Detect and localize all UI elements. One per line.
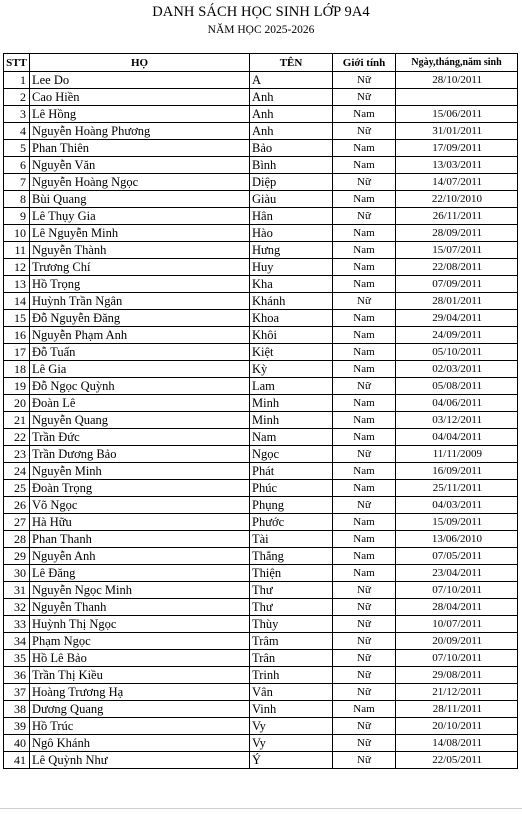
cell-ngay-sinh[interactable]: 28/01/2011 [396, 293, 518, 310]
cell-ho[interactable]: Lê Quỳnh Như [30, 752, 250, 769]
cell-gioi-tinh[interactable]: Nam [333, 327, 396, 344]
cell-ngay-sinh[interactable]: 22/08/2011 [396, 259, 518, 276]
cell-ten[interactable]: Nam [250, 429, 333, 446]
cell-ho[interactable]: Đoàn Lê [30, 395, 250, 412]
cell-ngay-sinh[interactable]: 05/10/2011 [396, 344, 518, 361]
cell-ngay-sinh[interactable]: 26/11/2011 [396, 208, 518, 225]
table-row [4, 735, 518, 752]
header-stt[interactable]: STT [4, 54, 30, 72]
cell-gioi-tinh[interactable]: Nữ [333, 378, 396, 395]
table-row [4, 225, 518, 242]
cell-ten[interactable]: Thiện [250, 565, 333, 582]
table-row [4, 480, 518, 497]
table-row [4, 752, 518, 769]
cell-stt[interactable]: 9 [4, 208, 30, 225]
cell-ho[interactable]: Trần Dương Bảo [30, 446, 250, 463]
cell-ten[interactable]: Phụng [250, 497, 333, 514]
table-row [4, 259, 518, 276]
cell-gioi-tinh[interactable]: Nam [333, 191, 396, 208]
cell-ten[interactable]: Lam [250, 378, 333, 395]
cell-ngay-sinh[interactable]: 07/09/2011 [396, 276, 518, 293]
cell-ho[interactable]: Hồ Trọng [30, 276, 250, 293]
cell-ten[interactable]: Phúc [250, 480, 333, 497]
cell-gioi-tinh[interactable]: Nữ [333, 684, 396, 701]
table-row [4, 276, 518, 293]
cell-ngay-sinh[interactable]: 07/10/2011 [396, 650, 518, 667]
cell-stt[interactable]: 17 [4, 344, 30, 361]
cell-stt[interactable]: 15 [4, 310, 30, 327]
cell-ho[interactable]: Trần Đức [30, 429, 250, 446]
header-ngay-sinh[interactable]: Ngày,tháng,năm sinh [396, 54, 518, 72]
cell-ho[interactable]: Huỳnh Thị Ngọc [30, 616, 250, 633]
cell-ngay-sinh[interactable]: 28/11/2011 [396, 701, 518, 718]
table-row [4, 582, 518, 599]
cell-ho[interactable]: Nguyễn Hoàng Phương [30, 123, 250, 140]
cell-stt[interactable]: 21 [4, 412, 30, 429]
table-row [4, 123, 518, 140]
cell-ngay-sinh[interactable] [396, 89, 518, 106]
cell-stt[interactable]: 30 [4, 565, 30, 582]
cell-gioi-tinh[interactable]: Nữ [333, 599, 396, 616]
cell-gioi-tinh[interactable]: Nữ [333, 650, 396, 667]
table-row [4, 514, 518, 531]
cell-ngay-sinh[interactable]: 15/07/2011 [396, 242, 518, 259]
cell-stt[interactable]: 1 [4, 72, 30, 89]
cell-stt[interactable]: 28 [4, 531, 30, 548]
cell-ten[interactable]: A [250, 72, 333, 89]
table-row [4, 378, 518, 395]
cell-ten[interactable]: Phát [250, 463, 333, 480]
cell-stt[interactable]: 35 [4, 650, 30, 667]
cell-ngay-sinh[interactable]: 03/12/2011 [396, 412, 518, 429]
cell-gioi-tinh[interactable]: Nam [333, 157, 396, 174]
cell-ten[interactable]: Minh [250, 412, 333, 429]
cell-ten[interactable]: Khôi [250, 327, 333, 344]
cell-ten[interactable]: Kha [250, 276, 333, 293]
header-ten[interactable]: TÊN [250, 54, 333, 72]
cell-stt[interactable]: 10 [4, 225, 30, 242]
cell-ten[interactable]: Vy [250, 735, 333, 752]
table-row [4, 565, 518, 582]
cell-gioi-tinh[interactable]: Nam [333, 463, 396, 480]
cell-ho[interactable]: Lee Do [30, 72, 250, 89]
table-row [4, 344, 518, 361]
cell-ho[interactable]: Trần Thị Kiều [30, 667, 250, 684]
cell-stt[interactable]: 4 [4, 123, 30, 140]
cell-ngay-sinh[interactable]: 05/08/2011 [396, 378, 518, 395]
cell-ngay-sinh[interactable]: 15/06/2011 [396, 106, 518, 123]
cell-stt[interactable]: 29 [4, 548, 30, 565]
cell-ho[interactable]: Nguyễn Ngọc Minh [30, 582, 250, 599]
cell-ten[interactable]: Bình [250, 157, 333, 174]
student-table [3, 53, 518, 769]
cell-ten[interactable]: Thùy [250, 616, 333, 633]
cell-ten[interactable]: Hưng [250, 242, 333, 259]
cell-ho[interactable]: Đỗ Ngọc Quỳnh [30, 378, 250, 395]
cell-stt[interactable]: 14 [4, 293, 30, 310]
cell-ngay-sinh[interactable]: 13/06/2010 [396, 531, 518, 548]
cell-stt[interactable]: 26 [4, 497, 30, 514]
table-row [4, 701, 518, 718]
cell-gioi-tinh[interactable]: Nam [333, 242, 396, 259]
cell-gioi-tinh[interactable]: Nữ [333, 123, 396, 140]
cell-stt[interactable]: 11 [4, 242, 30, 259]
table-row [4, 616, 518, 633]
cell-ho[interactable]: Trương Chí [30, 259, 250, 276]
table-row [4, 106, 518, 123]
table-body [4, 72, 518, 769]
cell-ten[interactable]: Diệp [250, 174, 333, 191]
cell-stt[interactable]: 32 [4, 599, 30, 616]
cell-gioi-tinh[interactable]: Nam [333, 395, 396, 412]
cell-ngay-sinh[interactable]: 02/03/2011 [396, 361, 518, 378]
header-gioi-tinh[interactable]: Giới tính [333, 54, 396, 72]
cell-ten[interactable]: Tài [250, 531, 333, 548]
cell-ten[interactable]: Giàu [250, 191, 333, 208]
cell-ten[interactable]: Vân [250, 684, 333, 701]
cell-ngay-sinh[interactable]: 24/09/2011 [396, 327, 518, 344]
table-row [4, 72, 518, 89]
cell-ho[interactable]: Lê Gia [30, 361, 250, 378]
cell-ho[interactable]: Nguyễn Anh [30, 548, 250, 565]
cell-ho[interactable]: Nguyễn Văn [30, 157, 250, 174]
cell-stt[interactable]: 40 [4, 735, 30, 752]
cell-ngay-sinh[interactable]: 13/03/2011 [396, 157, 518, 174]
table-row [4, 463, 518, 480]
cell-ngay-sinh[interactable]: 28/04/2011 [396, 599, 518, 616]
cell-ngay-sinh[interactable]: 29/08/2011 [396, 667, 518, 684]
cell-ten[interactable]: Anh [250, 106, 333, 123]
table-row [4, 174, 518, 191]
cell-ho[interactable]: Ngô Khánh [30, 735, 250, 752]
cell-ho[interactable]: Hoàng Trương Hạ [30, 684, 250, 701]
cell-gioi-tinh[interactable]: Nam [333, 140, 396, 157]
cell-stt[interactable]: 24 [4, 463, 30, 480]
cell-stt[interactable]: 19 [4, 378, 30, 395]
cell-stt[interactable]: 33 [4, 616, 30, 633]
cell-stt[interactable]: 23 [4, 446, 30, 463]
cell-stt[interactable]: 5 [4, 140, 30, 157]
cell-ten[interactable]: Minh [250, 395, 333, 412]
cell-stt[interactable]: 31 [4, 582, 30, 599]
cell-stt[interactable]: 12 [4, 259, 30, 276]
cell-ho[interactable]: Bùi Quang [30, 191, 250, 208]
cell-stt[interactable]: 25 [4, 480, 30, 497]
table-row [4, 429, 518, 446]
table-row [4, 361, 518, 378]
cell-ngay-sinh[interactable]: 23/04/2011 [396, 565, 518, 582]
header-ho[interactable]: HỌ [30, 54, 250, 72]
cell-stt[interactable]: 3 [4, 106, 30, 123]
cell-stt[interactable]: 22 [4, 429, 30, 446]
cell-stt[interactable]: 18 [4, 361, 30, 378]
cell-ten[interactable]: Thư [250, 582, 333, 599]
cell-gioi-tinh[interactable]: Nam [333, 429, 396, 446]
cell-ho[interactable]: Hồ Trúc [30, 718, 250, 735]
cell-stt[interactable]: 6 [4, 157, 30, 174]
cell-ngay-sinh[interactable]: 11/11/2009 [396, 446, 518, 463]
cell-gioi-tinh[interactable]: Nam [333, 310, 396, 327]
cell-ho[interactable]: Phan Thanh [30, 531, 250, 548]
cell-ngay-sinh[interactable]: 17/09/2011 [396, 140, 518, 157]
cell-stt[interactable]: 13 [4, 276, 30, 293]
table-row [4, 548, 518, 565]
cell-ngay-sinh[interactable]: 31/01/2011 [396, 123, 518, 140]
cell-ten[interactable]: Ý [250, 752, 333, 769]
cell-ten[interactable]: Trân [250, 650, 333, 667]
document-title: DANH SÁCH HỌC SINH LỚP 9A4 [152, 4, 370, 20]
table-row [4, 446, 518, 463]
cell-ho[interactable]: Lê Hồng [30, 106, 250, 123]
cell-stt[interactable]: 41 [4, 752, 30, 769]
cell-stt[interactable]: 27 [4, 514, 30, 531]
cell-ngay-sinh[interactable]: 21/12/2011 [396, 684, 518, 701]
cell-ten[interactable]: Vinh [250, 701, 333, 718]
cell-ten[interactable]: Thư [250, 599, 333, 616]
cell-ho[interactable]: Đỗ Nguyễn Đăng [30, 310, 250, 327]
cell-stt[interactable]: 2 [4, 89, 30, 106]
document-subtitle: NĂM HỌC 2025-2026 [207, 24, 315, 36]
cell-ngay-sinh[interactable]: 15/09/2011 [396, 514, 518, 531]
table-row [4, 531, 518, 548]
cell-gioi-tinh[interactable]: Nam [333, 361, 396, 378]
cell-ho[interactable]: Nguyễn Quang [30, 412, 250, 429]
cell-gioi-tinh[interactable]: Nam [333, 225, 396, 242]
cell-gioi-tinh[interactable]: Nam [333, 412, 396, 429]
table-row [4, 599, 518, 616]
table-row [4, 667, 518, 684]
cell-gioi-tinh[interactable]: Nữ [333, 446, 396, 463]
table-row [4, 497, 518, 514]
cell-ten[interactable]: Huy [250, 259, 333, 276]
cell-ten[interactable]: Khánh [250, 293, 333, 310]
cell-ngay-sinh[interactable]: 22/10/2010 [396, 191, 518, 208]
cell-ten[interactable]: Thắng [250, 548, 333, 565]
cell-ten[interactable]: Trâm [250, 633, 333, 650]
cell-ten[interactable]: Vy [250, 718, 333, 735]
cell-ho[interactable]: Hồ Lê Bảo [30, 650, 250, 667]
cell-gioi-tinh[interactable]: Nam [333, 276, 396, 293]
cell-ngay-sinh[interactable]: 20/09/2011 [396, 633, 518, 650]
cell-ho[interactable]: Dương Quang [30, 701, 250, 718]
cell-gioi-tinh[interactable]: Nữ [333, 718, 396, 735]
cell-gioi-tinh[interactable]: Nữ [333, 735, 396, 752]
cell-gioi-tinh[interactable]: Nữ [333, 582, 396, 599]
cell-stt[interactable]: 38 [4, 701, 30, 718]
cell-ho[interactable]: Phan Thiên [30, 140, 250, 157]
cell-gioi-tinh[interactable]: Nữ [333, 293, 396, 310]
cell-ho[interactable]: Võ Ngọc [30, 497, 250, 514]
cell-gioi-tinh[interactable]: Nữ [333, 89, 396, 106]
cell-stt[interactable]: 20 [4, 395, 30, 412]
table-row [4, 89, 518, 106]
cell-stt[interactable]: 36 [4, 667, 30, 684]
cell-gioi-tinh[interactable]: Nữ [333, 72, 396, 89]
cell-ho[interactable]: Hà Hữu [30, 514, 250, 531]
table-row [4, 140, 518, 157]
table-row [4, 395, 518, 412]
cell-ngay-sinh[interactable]: 14/07/2011 [396, 174, 518, 191]
table-row [4, 293, 518, 310]
cell-gioi-tinh[interactable]: Nữ [333, 633, 396, 650]
cell-ten[interactable]: Kiệt [250, 344, 333, 361]
cell-ten[interactable]: Phước [250, 514, 333, 531]
cell-ho[interactable]: Nguyễn Phạm Anh [30, 327, 250, 344]
cell-ten[interactable]: Trinh [250, 667, 333, 684]
table-row [4, 633, 518, 650]
cell-ngay-sinh[interactable]: 04/04/2011 [396, 429, 518, 446]
cell-ngay-sinh[interactable]: 16/09/2011 [396, 463, 518, 480]
cell-ngay-sinh[interactable]: 14/08/2011 [396, 735, 518, 752]
cell-stt[interactable]: 34 [4, 633, 30, 650]
cell-ngay-sinh[interactable]: 20/10/2011 [396, 718, 518, 735]
cell-ho[interactable]: Phạm Ngọc [30, 633, 250, 650]
cell-gioi-tinh[interactable]: Nữ [333, 752, 396, 769]
cell-ten[interactable]: Hào [250, 225, 333, 242]
cell-ho[interactable]: Đỗ Tuấn [30, 344, 250, 361]
table-row [4, 310, 518, 327]
cell-stt[interactable]: 8 [4, 191, 30, 208]
cell-stt[interactable]: 39 [4, 718, 30, 735]
cell-gioi-tinh[interactable]: Nam [333, 259, 396, 276]
cell-ho[interactable]: Nguyễn Thành [30, 242, 250, 259]
cell-ngay-sinh[interactable]: 22/05/2011 [396, 752, 518, 769]
cell-ten[interactable]: Bảo [250, 140, 333, 157]
cell-gioi-tinh[interactable]: Nam [333, 480, 396, 497]
table-row [4, 650, 518, 667]
cell-ngay-sinh[interactable]: 04/03/2011 [396, 497, 518, 514]
cell-ho[interactable]: Lê Thụy Gia [30, 208, 250, 225]
cell-gioi-tinh[interactable]: Nữ [333, 208, 396, 225]
cell-gioi-tinh[interactable]: Nam [333, 344, 396, 361]
cell-ngay-sinh[interactable]: 07/05/2011 [396, 548, 518, 565]
cell-gioi-tinh[interactable]: Nam [333, 701, 396, 718]
cell-gioi-tinh[interactable]: Nam [333, 514, 396, 531]
table-row [4, 327, 518, 344]
cell-ho[interactable]: Nguyễn Minh [30, 463, 250, 480]
table-row [4, 242, 518, 259]
cell-gioi-tinh[interactable]: Nam [333, 548, 396, 565]
cell-ngay-sinh[interactable]: 04/06/2011 [396, 395, 518, 412]
table-row [4, 718, 518, 735]
cell-stt[interactable]: 16 [4, 327, 30, 344]
table-row [4, 191, 518, 208]
cell-gioi-tinh[interactable]: Nữ [333, 616, 396, 633]
cell-ngay-sinh[interactable]: 28/10/2011 [396, 72, 518, 89]
cell-ho[interactable]: Lê Nguyễn Minh [30, 225, 250, 242]
cell-gioi-tinh[interactable]: Nữ [333, 667, 396, 684]
table-row [4, 208, 518, 225]
cell-ho[interactable]: Huỳnh Trần Ngân [30, 293, 250, 310]
cell-ten[interactable]: Khoa [250, 310, 333, 327]
cell-ho[interactable]: Đoàn Trọng [30, 480, 250, 497]
table-header-row [4, 54, 518, 72]
cell-ho[interactable]: Nguyễn Thanh [30, 599, 250, 616]
cell-ngay-sinh[interactable]: 28/09/2011 [396, 225, 518, 242]
cell-gioi-tinh[interactable]: Nữ [333, 174, 396, 191]
cell-ten[interactable]: Kỳ [250, 361, 333, 378]
cell-ten[interactable]: Anh [250, 89, 333, 106]
cell-ngay-sinh[interactable]: 25/11/2011 [396, 480, 518, 497]
cell-ten[interactable]: Ngọc [250, 446, 333, 463]
cell-ngay-sinh[interactable]: 07/10/2011 [396, 582, 518, 599]
cell-gioi-tinh[interactable]: Nam [333, 565, 396, 582]
cell-ho[interactable]: Nguyễn Hoàng Ngọc [30, 174, 250, 191]
cell-ten[interactable]: Hân [250, 208, 333, 225]
table-row [4, 412, 518, 429]
cell-ho[interactable]: Cao Hiền [30, 89, 250, 106]
table-row [4, 157, 518, 174]
cell-gioi-tinh[interactable]: Nữ [333, 497, 396, 514]
cell-gioi-tinh[interactable]: Nam [333, 106, 396, 123]
cell-ngay-sinh[interactable]: 10/07/2011 [396, 616, 518, 633]
cell-ngay-sinh[interactable]: 29/04/2011 [396, 310, 518, 327]
table-row [4, 684, 518, 701]
cell-stt[interactable]: 7 [4, 174, 30, 191]
cell-ho[interactable]: Lê Đăng [30, 565, 250, 582]
cell-gioi-tinh[interactable]: Nam [333, 531, 396, 548]
cell-ten[interactable]: Anh [250, 123, 333, 140]
cell-stt[interactable]: 37 [4, 684, 30, 701]
